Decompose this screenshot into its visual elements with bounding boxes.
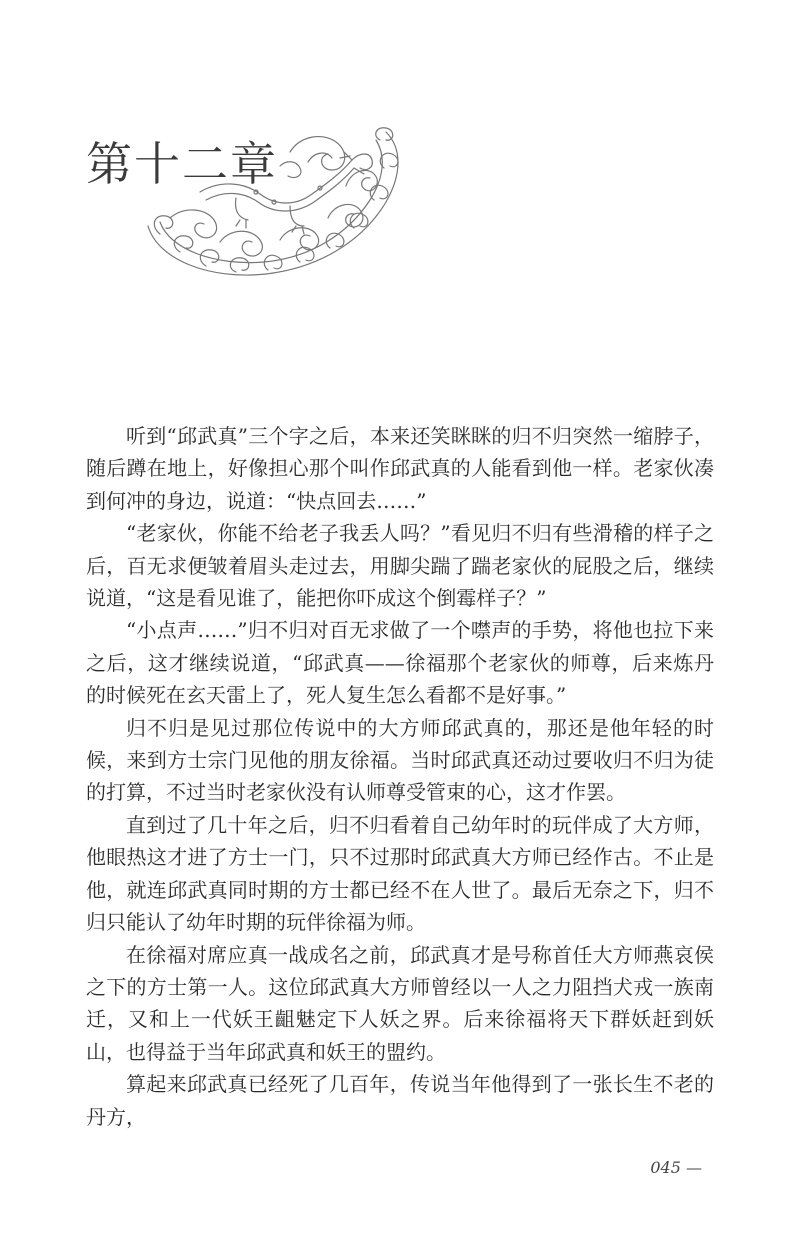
paragraph: 归不归是见过那位传说中的大方师邱武真的，那还是他年轻的时候，来到方士宗门见他的朋友徐福。当时邱武真还动过要收归不归为徒的打算，不过当时老家伙没有认师尊受管束的心，这才作罢。: [86, 715, 714, 805]
paragraph: 直到过了几十年之后，归不归看着自己幼年时的玩伴成了大方师，他眼热这才进了方士一门，只不过那时邱武真大方师已经作古。不止是他，就连邱武真同时期的方士都已经不在人世了。最后无奈之下，归不归只能认了幼年时期的玩伴徐福为师。: [86, 812, 714, 935]
body-text: [86, 420, 714, 1133]
paragraph: “老家伙，你能不给老子我丢人吗？”看见归不归有些滑稽的样子之后，百无求便皱着眉头走过去，用脚尖踹了踹老家伙的屁股之后，继续说道，“这是看见谁了，能把你吓成这个倒霉样子？”: [86, 521, 714, 611]
paragraph: 算起来邱武真已经死了几百年，传说当年他得到了一张长生不老的丹方，: [86, 1072, 714, 1129]
paragraph: 听到“邱武真”三个字之后，本来还笑眯眯的归不归突然一缩脖子，随后蹲在地上，好像担心那个叫作邱武真的人能看到他一样。老家伙凑到何冲的身边，说道：“快点回去……”: [86, 424, 714, 513]
paragraph: “小点声……”归不归对百无求做了一个噤声的手势，将他也拉下来之后，这才继续说道，“邱武真——徐福那个老家伙的师尊，后来炼丹的时候死在玄天雷上了，死人复生怎么看都不是好事。”: [86, 618, 714, 708]
chapter-title: 第十二章: [86, 137, 278, 191]
page-number: 045 —: [650, 1158, 702, 1177]
paragraph: 在徐福对席应真一战成名之前，邱武真才是号称首任大方师燕哀侯之下的方士第一人。这位邱武真大方师曾经以一人之力阻挡犬戎一族南迁，又和上一代妖王齟魅定下人妖之界。后来徐福将天下群妖赶到妖山，也得益于当年邱武真和妖王的盟约。: [86, 942, 714, 1064]
